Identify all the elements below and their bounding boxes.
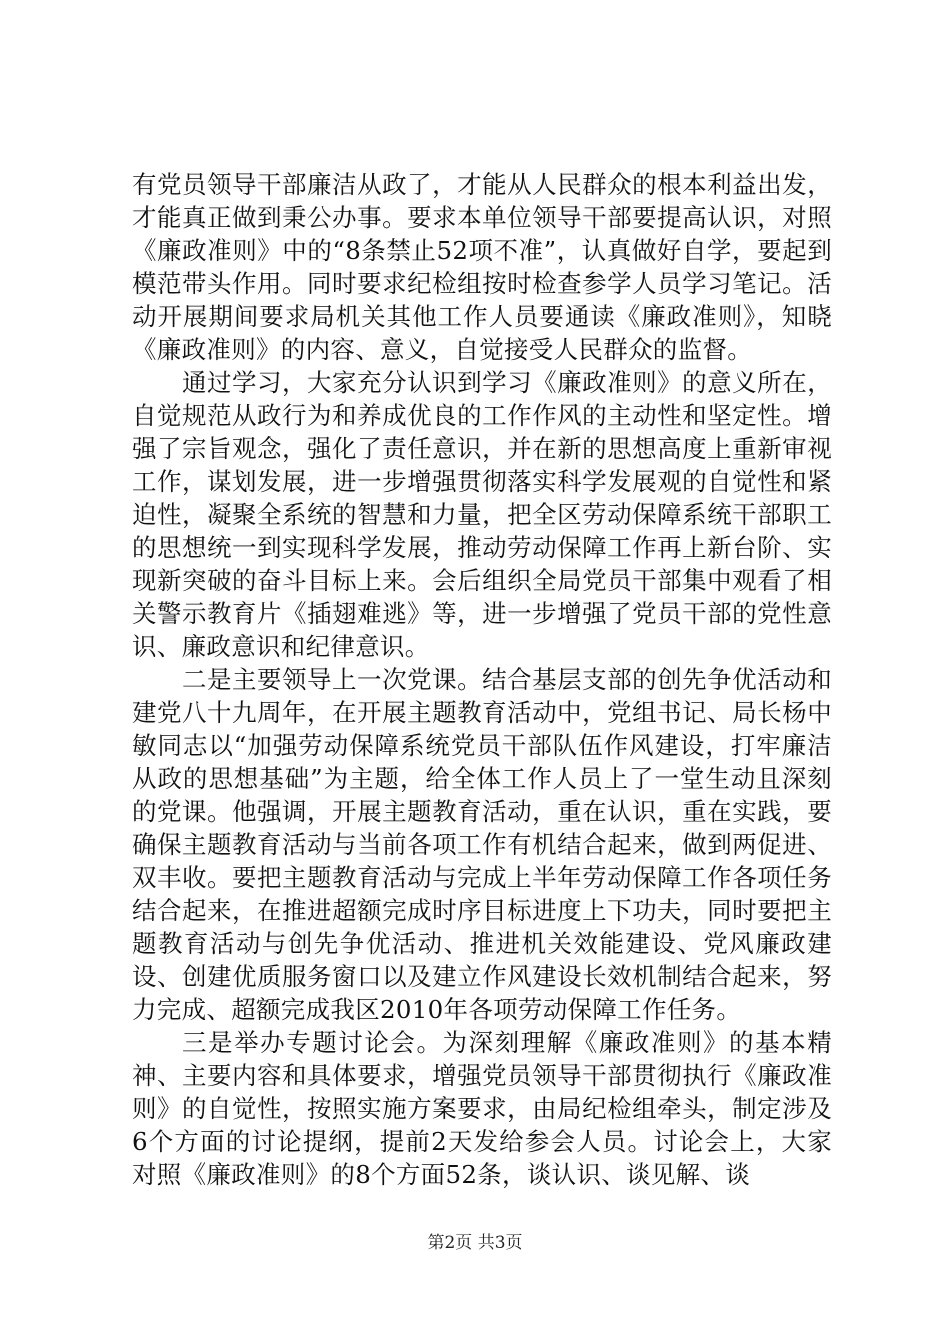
paragraph-4: 三是举办专题讨论会。为深刻理解《廉政准则》的基本精神、主要内容和具体要求，增强党员领导干部贯彻执行《廉政准则》的自觉性，按照实施方案要求，由局纪检组牵头，制定涉及6个方面的讨论提纲，提前2天发给参会人员。讨论会上，大家对照《廉政准则》的8个方面52条，谈认识、谈见解、谈 bbox=[132, 1028, 832, 1189]
page-footer bbox=[0, 1232, 950, 1254]
paragraph-3: 二是主要领导上一次党课。结合基层支部的创先争优活动和建党八十九周年，在开展主题教育活动中，党组书记、局长杨中敏同志以“加强劳动保障系统党员干部队伍作风建设，打牢廉洁从政的思想基础”为主题，给全体工作人员上了一堂生动且深刻的党课。他强调，开展主题教育活动，重在认识，重在实践，要确保主题教育活动与当前各项工作有机结合起来，做到两促进、双丰收。要把主题教育活动与完成上半年劳动保障工作各项任务结合起来，在推进超额完成时序目标进度上下功夫，同时要把主题教育活动与创先争优活动、推进机关效能建设、党风廉政建设、创建优质服务窗口以及建立作风建设长效机制结合起来，努力完成、超额完成我区2010年各项劳动保障工作任务。 bbox=[132, 665, 832, 1024]
document-body bbox=[132, 168, 832, 1191]
paragraph-1: 有党员领导干部廉洁从政了，才能从人民群众的根本利益出发，才能真正做到秉公办事。要求本单位领导干部要提高认识，对照《廉政准则》中的“8条禁止52项不准”，认真做好自学，要起到模范带头作用。同时要求纪检组按时检查参学人员学习笔记。活动开展期间要求局机关其他工作人员要通读《廉政准则》，知晓《廉政准则》的内容、意义，自觉接受人民群众的监督。 bbox=[132, 170, 832, 364]
page-number: 第2页 共3页 bbox=[427, 1233, 523, 1253]
paragraph-2: 通过学习，大家充分认识到学习《廉政准则》的意义所在，自觉规范从政行为和养成优良的工作作风的主动性和坚定性。增强了宗旨观念，强化了责任意识，并在新的思想高度上重新审视工作，谋划发展，进一步增强贯彻落实科学发展观的自觉性和紧迫性，凝聚全系统的智慧和力量，把全区劳动保障系统干部职工的思想统一到实现科学发展，推动劳动保障工作再上新台阶、实现新突破的奋斗目标上来。会后组织全局党员干部集中观看了相关警示教育片《插翅难逃》等，进一步增强了党员干部的党性意识、廉政意识和纪律意识。 bbox=[132, 368, 832, 661]
